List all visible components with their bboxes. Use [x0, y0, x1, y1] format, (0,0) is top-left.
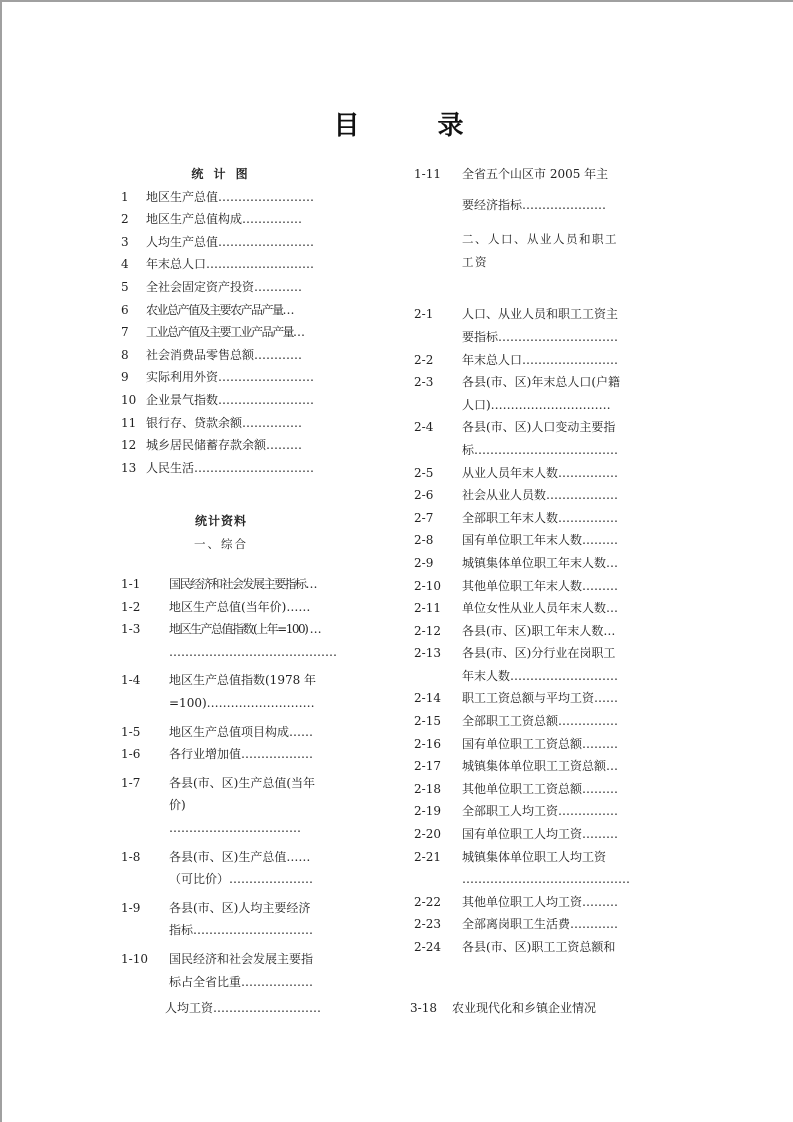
toc-entry[interactable]: [414, 416, 624, 461]
entry-title: 工业总产值及主要工业产品产量…: [146, 325, 304, 340]
toc-entry[interactable]: [414, 778, 624, 801]
entry-continuation: 人口)…………………………: [462, 397, 611, 412]
entry-title: 城镇集体单位职工年末人数…: [462, 555, 619, 570]
entry-number: 6: [121, 302, 129, 317]
entry-continuation: ……………………………………: [462, 872, 630, 887]
entry-title: 从业人员年末人数……………: [462, 465, 619, 480]
entry-number: 2: [121, 212, 129, 227]
entry-number: 1-10: [121, 952, 148, 966]
toc-entry[interactable]: [414, 846, 630, 891]
entry-title: 地区生产总值构成……………: [146, 212, 303, 227]
toc-entry[interactable]: [121, 276, 321, 299]
entry-number: 5: [121, 279, 129, 294]
toc-entry[interactable]: [121, 721, 321, 744]
entry-title: 年末总人口………………………: [146, 257, 315, 272]
entry-title: 国有单位职工人均工资………: [462, 827, 619, 842]
toc-entry[interactable]: [414, 913, 624, 936]
entry-title: 人民生活…………………………: [146, 460, 315, 475]
toc-entry[interactable]: [414, 642, 624, 687]
entry-title: 人均生产总值……………………: [146, 234, 315, 249]
entry-continuation: （可比价）…………………: [169, 872, 314, 887]
entry-number: 2-13: [414, 646, 441, 661]
entry-title: 农业现代化和乡镇企业情况: [452, 1001, 597, 1015]
entry-title: 职工工资总额与平均工资……: [462, 691, 619, 706]
toc-entry[interactable]: [414, 484, 624, 507]
entry-continuation: ……………………………………: [169, 644, 337, 659]
toc-entry[interactable]: [121, 344, 321, 367]
entry-number: 2-1: [414, 307, 434, 322]
entry-continuation: =100)………………………: [169, 696, 315, 711]
entry-title: 各县(市、区)职工年末人数…: [462, 623, 616, 638]
entry-title: 年末总人口……………………: [462, 352, 619, 367]
entry-number: 1-2: [121, 599, 141, 614]
entry-number: 1-3: [121, 622, 141, 637]
entry-title: 其他单位职工人均工资………: [462, 894, 619, 909]
toc-entry[interactable]: [121, 897, 321, 942]
entry-number: 2-18: [414, 781, 441, 796]
entry-number: 2-21: [414, 849, 441, 864]
entry-number: 1-4: [121, 673, 141, 688]
entry-number: 2-19: [414, 804, 441, 819]
toc-entry[interactable]: [121, 186, 321, 209]
toc-entry[interactable]: [121, 457, 321, 480]
entry-number: 2-15: [414, 714, 441, 729]
toc-entry[interactable]: [414, 800, 624, 823]
toc-entry[interactable]: [414, 710, 624, 733]
entry-number: 1: [121, 189, 129, 204]
toc-entry[interactable]: [414, 597, 624, 620]
entry-title: 单位女性从业人员年末人数…: [462, 601, 619, 616]
entry-title: 全部职工工资总额……………: [462, 714, 619, 729]
entry-title: 各行业增加值………………: [169, 747, 314, 762]
entry-title: 全社会固定资产投资…………: [146, 279, 303, 294]
entry-title: 国有单位职工工资总额………: [462, 736, 619, 751]
toc-entry[interactable]: [414, 163, 624, 216]
toc-entry[interactable]: [121, 434, 321, 457]
entry-number: 7: [121, 325, 129, 340]
toc-entry[interactable]: [414, 620, 624, 643]
toc-entry[interactable]: [121, 948, 321, 993]
toc-entry[interactable]: [121, 573, 321, 596]
entry-number: 1-1: [121, 577, 141, 592]
entry-title: 全部职工人均工资……………: [462, 804, 619, 819]
data-heading: 统计资料: [194, 513, 247, 528]
footer-continuation: 人均工资………………………: [165, 1001, 322, 1015]
toc-entry[interactable]: [414, 891, 624, 914]
entry-number: 8: [121, 347, 129, 362]
entry-title: 社会从业人员数………………: [462, 488, 619, 503]
entry-number: 2-4: [414, 420, 434, 435]
entry-number: 2-16: [414, 736, 441, 751]
entry-title: 全部职工年末人数……………: [462, 510, 619, 525]
toc-entry[interactable]: [414, 371, 624, 416]
page-title: [2, 105, 793, 142]
toc-entry[interactable]: [414, 936, 624, 959]
entry-number: 2-10: [414, 578, 441, 593]
toc-entry[interactable]: [121, 389, 321, 412]
entry-title: 银行存、贷款余额……………: [146, 415, 303, 430]
entry-number: 1-5: [121, 724, 141, 739]
entry-number: 2-17: [414, 759, 441, 774]
entry-title: 各县(市、区)年末总人口(户籍: [462, 375, 621, 390]
entry-number: 3: [121, 234, 129, 249]
entry-title: 地区生产总值项目构成……: [169, 724, 314, 739]
toc-entry[interactable]: [414, 529, 624, 552]
entry-number: 2-2: [414, 352, 434, 367]
entry-title: 地区生产总值(当年价)……: [169, 599, 311, 614]
entry-continuation: 指标…………………………: [169, 923, 314, 938]
toc-entry[interactable]: [121, 669, 321, 714]
entry-number: 4: [121, 257, 129, 272]
entry-number: 2-14: [414, 691, 441, 706]
entry-number: 1-8: [121, 849, 141, 864]
entry-title: 地区生产总值指数(上年=100) …: [169, 622, 321, 637]
toc-entry[interactable]: [121, 618, 337, 663]
entry-title: 人口、从业人员和职工工资主: [462, 307, 619, 322]
toc-entry[interactable]: [121, 846, 321, 891]
entry-number: 9: [121, 370, 129, 385]
charts-heading: 统 计 图: [191, 167, 251, 181]
toc-entry[interactable]: [121, 321, 321, 344]
entry-title: 地区生产总值指数(1978 年: [169, 673, 317, 688]
toc-entry[interactable]: [121, 231, 321, 254]
entry-title: 社会消费品零售总额…………: [146, 347, 303, 362]
entry-title: 各县(市、区)生产总值……: [169, 849, 311, 864]
entry-title: 国民经济和社会发展主要指: [169, 952, 314, 966]
section1-heading: 一、综合: [194, 536, 248, 551]
entry-title: 城镇集体单位职工人均工资: [462, 849, 607, 864]
entry-title: 国有单位职工年末人数………: [462, 533, 619, 548]
entry-title: 全部离岗职工生活费…………: [462, 917, 619, 932]
section2-list: [414, 303, 630, 958]
toc-entry[interactable]: [121, 596, 321, 619]
entry-title: 各县(市、区)生产总值(当年: [169, 775, 316, 790]
entry-title: 全省五个山区市 2005 年主: [462, 167, 609, 181]
entry-continuation: 要指标…………………………: [462, 329, 619, 344]
toc-entry-3-18[interactable]: [410, 999, 596, 1016]
entry-title: 城镇集体单位职工工资总额…: [462, 759, 619, 774]
entry-title: 实际利用外资……………………: [146, 370, 315, 385]
entry-number: 13: [121, 460, 137, 475]
entry-number: 1-9: [121, 900, 141, 915]
entry-title: 地区生产总值……………………: [146, 189, 315, 204]
entry-number: 2-12: [414, 623, 441, 638]
entry-number: 10: [121, 392, 137, 407]
entry-title: 各县(市、区)职工工资总额和: [462, 940, 616, 954]
toc-entry[interactable]: [414, 755, 624, 778]
entry-number: 2-24: [414, 940, 441, 954]
entry-number: 1-6: [121, 747, 141, 762]
entry-number: 2-5: [414, 465, 434, 480]
title-char-1: 目: [333, 111, 360, 141]
entry-number: 2-20: [414, 827, 441, 842]
entry-title: 其他单位职工年末人数………: [462, 578, 619, 593]
toc-entry[interactable]: [121, 299, 321, 322]
entry-number: 2-22: [414, 894, 441, 909]
entry-continuation: 要经济指标…………………: [462, 197, 607, 212]
entry-number: 2-7: [414, 510, 434, 525]
toc-entry[interactable]: [414, 552, 624, 575]
entry-continuation: 年末人数………………………: [462, 668, 619, 683]
entry-title: 各县(市、区)分行业在岗职工: [462, 646, 616, 661]
entry-title: 城乡居民储蓄存款余额………: [146, 438, 303, 453]
toc-entry[interactable]: [121, 412, 321, 435]
toc-entry[interactable]: [414, 349, 624, 372]
toc-entry[interactable]: [414, 733, 624, 756]
charts-list: [121, 186, 321, 480]
entry-number: 12: [121, 438, 137, 453]
section2-heading: 二、人口、从业人员和职工工资: [462, 232, 618, 269]
entry-number: 2-3: [414, 375, 434, 390]
entry-number: 2-9: [414, 555, 434, 570]
entry-number: 3-18: [410, 1001, 437, 1015]
entry-number: 1-11: [414, 167, 441, 181]
entry-continuation: 价) ……………………………: [169, 798, 301, 836]
toc-entry[interactable]: [414, 462, 624, 485]
toc-entry[interactable]: [121, 366, 321, 389]
toc-entry[interactable]: [414, 575, 624, 598]
toc-entry[interactable]: [414, 507, 624, 530]
entry-continuation: 标………………………………: [462, 442, 619, 457]
entry-number: 11: [121, 415, 137, 430]
entry-title: 农业总产值及主要农产品产量…: [146, 302, 294, 317]
entry-number: 2-8: [414, 533, 434, 548]
toc-entry[interactable]: [121, 772, 321, 840]
entry-title: 各县(市、区)人均主要经济: [169, 900, 311, 915]
entry-title: 各县(市、区)人口变动主要指: [462, 420, 616, 435]
toc-entry[interactable]: [414, 823, 624, 846]
toc-entry[interactable]: [121, 743, 321, 766]
entry-title: 其他单位职工工资总额………: [462, 781, 619, 796]
title-char-2: 录: [437, 111, 464, 141]
entry-continuation: 标占全省比重………………: [169, 974, 314, 989]
entry-title: 企业景气指数……………………: [146, 392, 315, 407]
toc-entry[interactable]: [121, 208, 321, 231]
entry-number: 1-7: [121, 775, 141, 790]
toc-entry[interactable]: [414, 303, 624, 348]
entry-number: 2-11: [414, 601, 441, 616]
toc-right-column: [414, 163, 630, 959]
section1-list: [121, 573, 337, 993]
toc-entry[interactable]: [121, 253, 321, 276]
toc-entry[interactable]: [414, 687, 624, 710]
toc-left-column: [121, 163, 337, 993]
entry-number: 2-6: [414, 488, 434, 503]
entry-number: 2-23: [414, 917, 441, 932]
entry-title: 国民经济和社会发展主要指标…: [169, 577, 317, 592]
